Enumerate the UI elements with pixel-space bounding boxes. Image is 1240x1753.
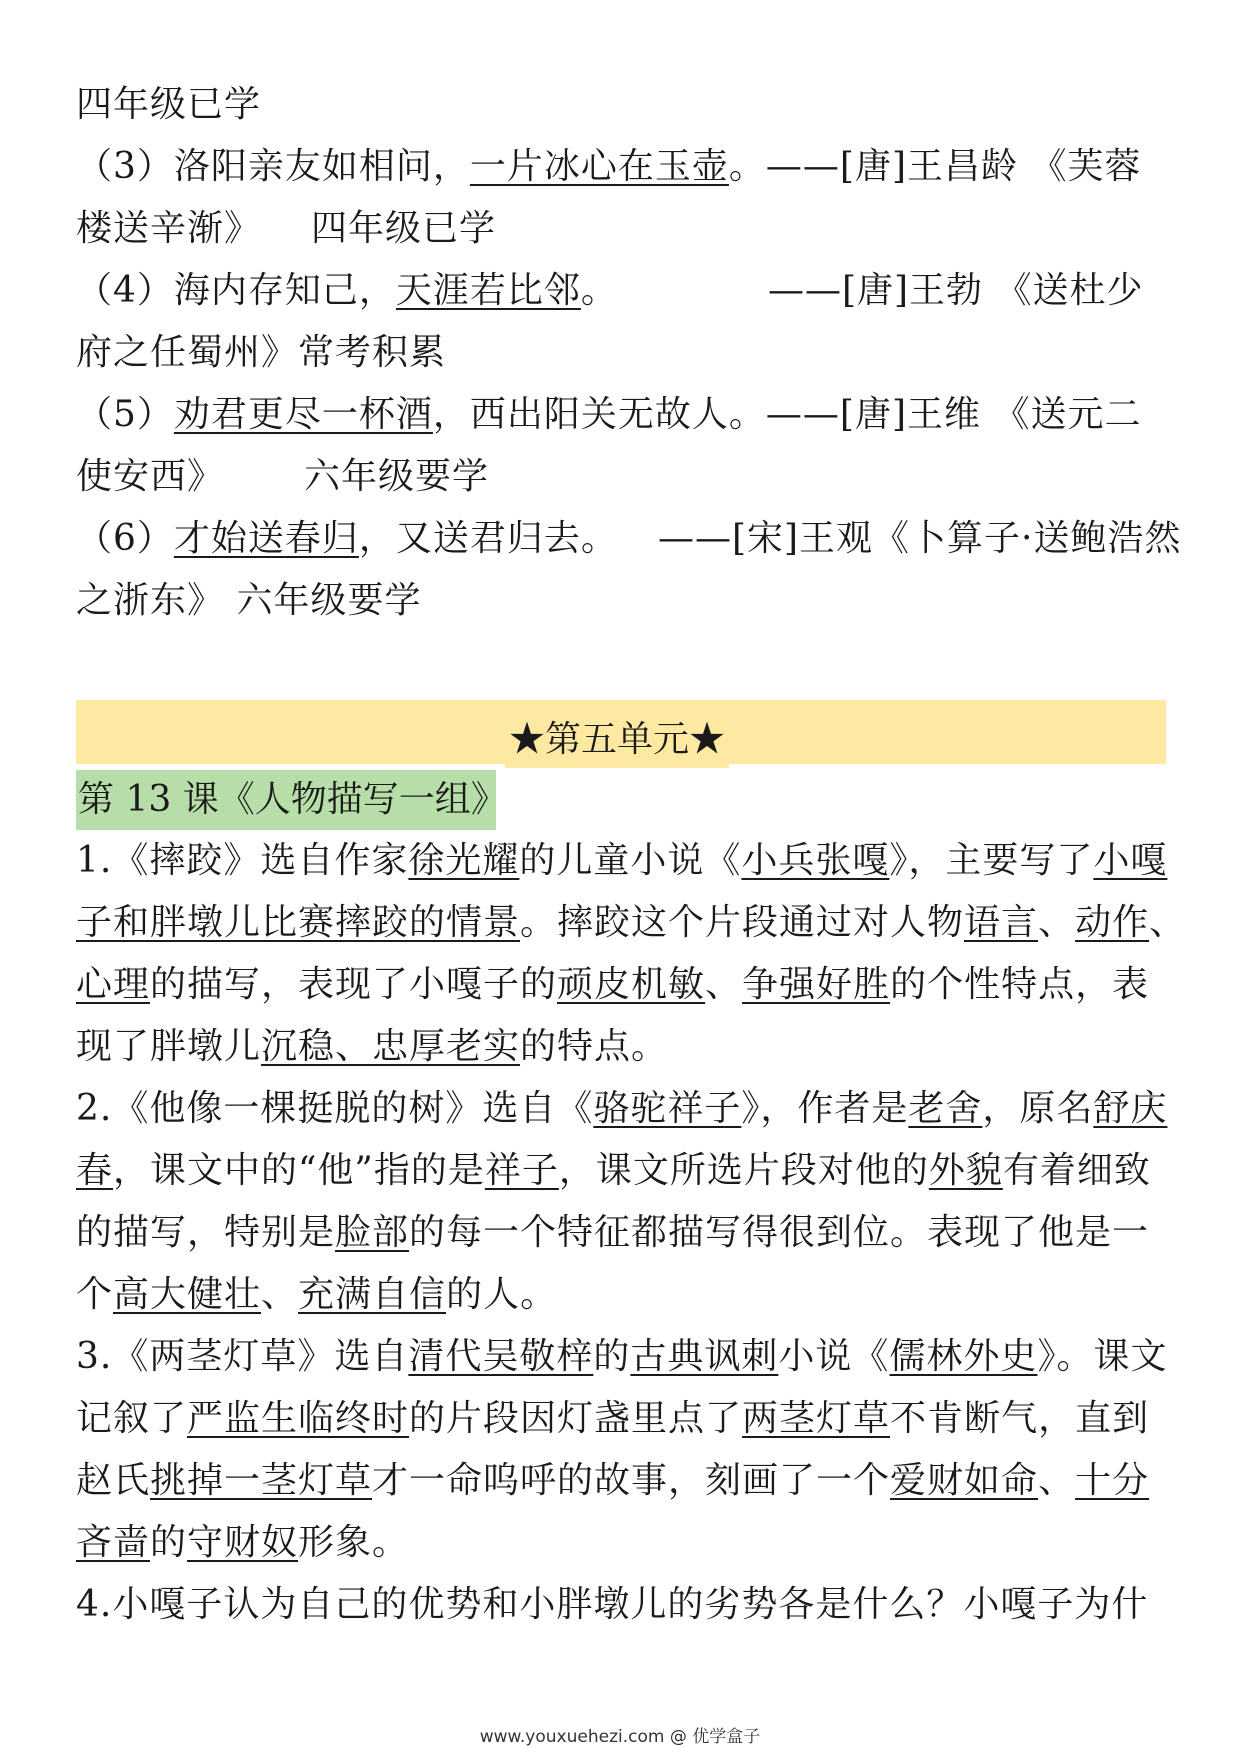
question-text: 4.小嘎子认为自己的优势和小胖墩儿的劣势各是什么？小嘎子为什	[76, 1584, 1149, 1625]
fill-answer: 动作	[1075, 902, 1150, 943]
fill-answer: 古典讽刺	[630, 1336, 779, 1377]
fill-answer: 劝君更尽一杯酒	[173, 394, 433, 435]
fill-answer: 舒庆	[1093, 1088, 1168, 1129]
fill-answer: 心理	[76, 964, 151, 1005]
note-line: 的描写，特别是脸部的每一个特征都描写得很到位。表现了他是一	[76, 1212, 1150, 1253]
note-line: 春，课文中的“他”指的是祥子，课文所选片段对他的外貌有着细致	[76, 1150, 1151, 1191]
fill-answer: 才始送春归	[173, 518, 359, 559]
note-line: 子和胖墩儿比赛摔跤的情景。摔跤这个片段通过对人物语言、动作、	[76, 902, 1187, 943]
lesson-notes	[76, 830, 1187, 1636]
footer-watermark: www.youxuehezi.com @ 优学盒子	[479, 1727, 761, 1747]
fill-answer: 充满自信	[298, 1274, 447, 1315]
fill-answer: 十分	[1075, 1460, 1150, 1501]
fill-answer: 严监生临终时	[187, 1398, 410, 1439]
fill-answer: 吝啬	[76, 1522, 151, 1563]
poem-line: （6）才始送春归，又送君归去。 ——[宋]王观《卜算子·送鲍浩然	[76, 518, 1182, 559]
grade-note: 四年级已学	[311, 208, 497, 249]
fill-answer: 老舍	[908, 1088, 983, 1129]
fill-answer: 高大健壮	[113, 1274, 262, 1315]
poem-section	[76, 74, 1182, 632]
note-line: 个高大健壮、充满自信的人。	[76, 1274, 558, 1315]
fill-answer: 春	[76, 1150, 114, 1191]
poem-line: 使安西》 六年级要学	[76, 456, 490, 497]
fill-answer: 争强好胜	[742, 964, 891, 1005]
fill-answer: 徐光耀	[408, 840, 520, 881]
poem-line: 府之任蜀州》常考积累	[76, 332, 447, 373]
fill-answer: 沉稳、忠厚老实	[261, 1026, 521, 1067]
note-line: 现了胖墩儿沉稳、忠厚老实的特点。	[76, 1026, 669, 1067]
note-line: 赵氏挑掉一茎灯草才一命呜呼的故事，刻画了一个爱财如命、十分	[76, 1460, 1150, 1501]
poem-line	[76, 74, 1166, 136]
fill-answer: 顽皮机敏	[557, 964, 706, 1005]
fill-answer: 语言	[964, 902, 1039, 943]
fill-answer: 脸部	[335, 1212, 410, 1253]
note-line	[76, 1574, 1166, 1636]
poem-line: （3）洛阳亲友如相问，一片冰心在玉壶。——[唐]王昌龄 《芙蓉	[76, 146, 1142, 187]
fill-answer: 子和胖墩儿比赛摔跤的情景	[76, 902, 521, 943]
poem-line: 楼送辛渐》 四年级已学	[76, 208, 497, 249]
fill-answer: 守财奴	[187, 1522, 299, 1563]
lesson-title: 第 13 课《人物描写一组》	[78, 779, 507, 820]
poem-line: （5）劝君更尽一杯酒，西出阳关无故人。——[唐]王维 《送元二	[76, 394, 1142, 435]
fill-answer: 清代吴敬梓	[408, 1336, 594, 1377]
fill-answer: 小嘎	[1093, 840, 1168, 881]
grade-note: 四年级已学	[76, 84, 262, 125]
note-line: 1.《摔跤》选自作家徐光耀的儿童小说《小兵张嘎》，主要写了小嘎	[76, 840, 1168, 881]
note-line: 3.《两茎灯草》选自清代吴敬梓的古典讽刺小说《儒林外史》。课文	[76, 1336, 1168, 1377]
fill-answer: 祥子	[484, 1150, 559, 1191]
note-line: 2.《他像一棵挺脱的树》选自《骆驼祥子》，作者是老舍，原名舒庆	[76, 1088, 1168, 1129]
fill-answer: 外貌	[928, 1150, 1003, 1191]
fill-answer: 两茎灯草	[742, 1398, 891, 1439]
unit-title: ★第五单元★	[505, 712, 729, 768]
fill-answer: 一片冰心在玉壶	[469, 146, 729, 187]
fill-answer: 小兵张嘎	[741, 840, 890, 881]
note-line: 记叙了严监生临终时的片段因灯盏里点了两茎灯草不肯断气，直到	[76, 1398, 1150, 1439]
fill-answer: 挑掉一茎灯草	[150, 1460, 373, 1501]
fill-answer: 爱财如命	[890, 1460, 1039, 1501]
note-line: 心理的描写，表现了小嘎子的顽皮机敏、争强好胜的个性特点，表	[76, 964, 1150, 1005]
poem-line: （4）海内存知己，天涯若比邻。 ——[唐]王勃 《送杜少	[76, 270, 1144, 311]
grade-note: 六年级要学	[304, 456, 490, 497]
fill-answer: 骆驼祥子	[593, 1088, 742, 1129]
fill-answer: 天涯若比邻	[395, 270, 581, 311]
note-line: 吝啬的守财奴形象。	[76, 1522, 410, 1563]
fill-answer: 儒林外史	[889, 1336, 1038, 1377]
poem-line: 之浙东》 六年级要学	[76, 580, 422, 621]
